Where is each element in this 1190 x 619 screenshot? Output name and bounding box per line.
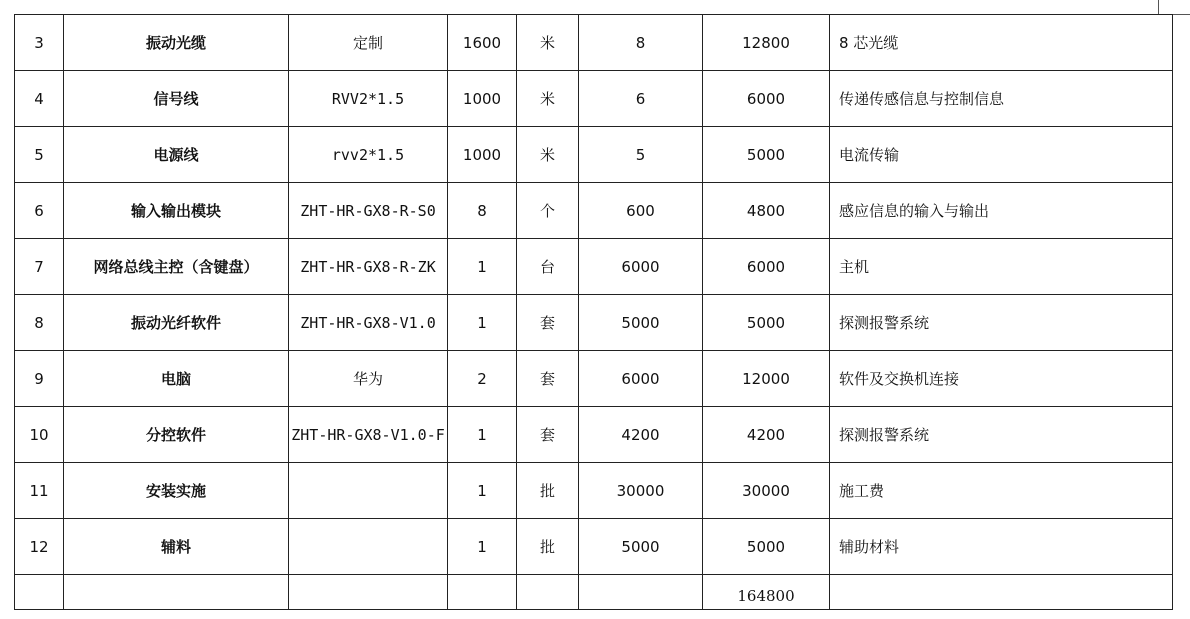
item-amount: 6000	[703, 239, 830, 295]
item-model: ZHT-HR-GX8-R-S0	[289, 183, 448, 239]
total-cell-empty	[579, 575, 703, 610]
item-model: 定制	[289, 15, 448, 71]
table-row	[15, 127, 1173, 183]
table-row	[15, 183, 1173, 239]
row-number: 9	[15, 351, 64, 407]
total-cell-empty	[15, 575, 64, 610]
item-unit-price: 5000	[579, 295, 703, 351]
item-unit-price: 600	[579, 183, 703, 239]
item-model	[289, 463, 448, 519]
row-number: 8	[15, 295, 64, 351]
total-cell-empty	[517, 575, 579, 610]
item-quantity: 1000	[448, 127, 517, 183]
item-name: 信号线	[64, 71, 289, 127]
item-quantity: 1	[448, 519, 517, 575]
item-note: 感应信息的输入与输出	[830, 183, 1173, 239]
item-quantity: 1600	[448, 15, 517, 71]
item-quantity: 1	[448, 407, 517, 463]
item-quantity: 1000	[448, 71, 517, 127]
item-note: 软件及交换机连接	[830, 351, 1173, 407]
item-amount: 4800	[703, 183, 830, 239]
item-quantity: 1	[448, 463, 517, 519]
item-name: 输入输出模块	[64, 183, 289, 239]
total-cell-empty	[289, 575, 448, 610]
table-row	[15, 407, 1173, 463]
item-name: 电源线	[64, 127, 289, 183]
item-amount: 5000	[703, 519, 830, 575]
item-name: 电脑	[64, 351, 289, 407]
page-corner-mark	[1158, 0, 1159, 14]
row-number: 12	[15, 519, 64, 575]
row-number: 7	[15, 239, 64, 295]
row-number: 10	[15, 407, 64, 463]
item-note: 8 芯光缆	[830, 15, 1173, 71]
item-model: ZHT-HR-GX8-R-ZK	[289, 239, 448, 295]
item-note: 探测报警系统	[830, 295, 1173, 351]
item-amount: 6000	[703, 71, 830, 127]
row-number: 11	[15, 463, 64, 519]
total-cell-empty	[448, 575, 517, 610]
item-amount: 5000	[703, 127, 830, 183]
item-name: 振动光缆	[64, 15, 289, 71]
item-name: 振动光纤软件	[64, 295, 289, 351]
item-model: 华为	[289, 351, 448, 407]
table-row	[15, 351, 1173, 407]
item-model: rvv2*1.5	[289, 127, 448, 183]
item-amount: 30000	[703, 463, 830, 519]
table-row	[15, 239, 1173, 295]
item-unit: 个	[517, 183, 579, 239]
item-note: 辅助材料	[830, 519, 1173, 575]
row-number: 4	[15, 71, 64, 127]
item-unit: 米	[517, 15, 579, 71]
item-amount: 4200	[703, 407, 830, 463]
item-unit-price: 6000	[579, 351, 703, 407]
item-unit: 套	[517, 407, 579, 463]
item-unit-price: 4200	[579, 407, 703, 463]
quotation-table	[14, 14, 1173, 610]
item-note: 电流传输	[830, 127, 1173, 183]
item-amount: 5000	[703, 295, 830, 351]
item-unit: 批	[517, 519, 579, 575]
item-unit-price: 8	[579, 15, 703, 71]
item-name: 安装实施	[64, 463, 289, 519]
total-cell-empty	[830, 575, 1173, 610]
table-body	[15, 15, 1173, 575]
item-model	[289, 519, 448, 575]
item-quantity: 1	[448, 295, 517, 351]
item-model: RVV2*1.5	[289, 71, 448, 127]
total-row	[15, 575, 1173, 610]
table-row	[15, 463, 1173, 519]
row-number: 3	[15, 15, 64, 71]
item-note: 施工费	[830, 463, 1173, 519]
table-row	[15, 295, 1173, 351]
item-unit: 批	[517, 463, 579, 519]
item-model: ZHT-HR-GX8-V1.0-F	[289, 407, 448, 463]
item-unit-price: 6000	[579, 239, 703, 295]
item-name: 分控软件	[64, 407, 289, 463]
item-quantity: 2	[448, 351, 517, 407]
table-row	[15, 71, 1173, 127]
item-unit: 套	[517, 295, 579, 351]
item-quantity: 1	[448, 239, 517, 295]
table-row	[15, 15, 1173, 71]
item-unit: 米	[517, 71, 579, 127]
item-unit-price: 30000	[579, 463, 703, 519]
item-quantity: 8	[448, 183, 517, 239]
item-unit-price: 5000	[579, 519, 703, 575]
item-name: 网络总线主控（含键盘）	[64, 239, 289, 295]
item-note: 主机	[830, 239, 1173, 295]
item-amount: 12000	[703, 351, 830, 407]
row-number: 5	[15, 127, 64, 183]
row-number: 6	[15, 183, 64, 239]
item-unit-price: 5	[579, 127, 703, 183]
item-unit: 米	[517, 127, 579, 183]
item-note: 探测报警系统	[830, 407, 1173, 463]
item-note: 传递传感信息与控制信息	[830, 71, 1173, 127]
item-unit: 台	[517, 239, 579, 295]
item-name: 辅料	[64, 519, 289, 575]
item-amount: 12800	[703, 15, 830, 71]
item-unit: 套	[517, 351, 579, 407]
total-amount: 164800	[703, 575, 830, 610]
item-unit-price: 6	[579, 71, 703, 127]
total-cell-empty	[64, 575, 289, 610]
table-row	[15, 519, 1173, 575]
item-model: ZHT-HR-GX8-V1.0	[289, 295, 448, 351]
